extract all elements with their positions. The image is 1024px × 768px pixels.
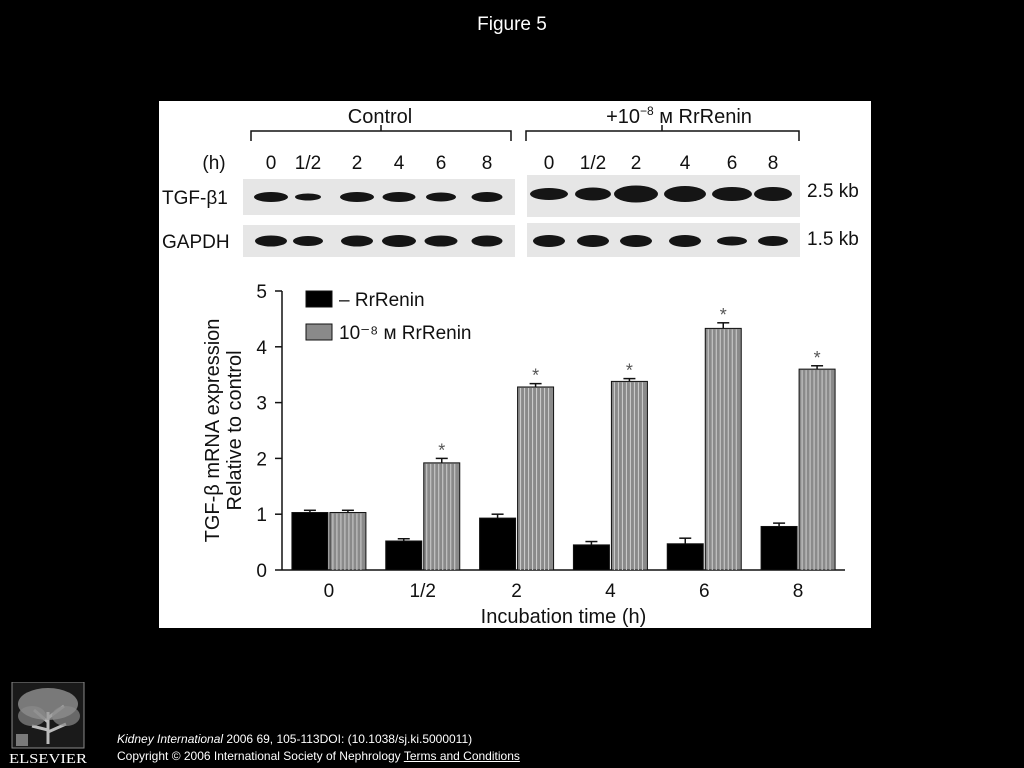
figure-panel bbox=[159, 101, 871, 628]
y-tick-label: 0 bbox=[256, 561, 267, 582]
band-tgf bbox=[254, 192, 288, 202]
y-tick-label: 3 bbox=[256, 393, 267, 415]
band-gapdh bbox=[255, 236, 287, 247]
band-gapdh bbox=[382, 235, 416, 247]
band-tgf bbox=[383, 192, 416, 202]
bar bbox=[386, 541, 422, 570]
band-gapdh bbox=[425, 236, 458, 247]
bar bbox=[573, 545, 609, 570]
row-label-tgf: TGF-β1 bbox=[162, 188, 228, 209]
citation-details: 2006 69, 105-113DOI: (10.1038/sj.ki.5000011) bbox=[223, 732, 473, 746]
x-tick-label: 0 bbox=[323, 581, 335, 602]
lane-label: 2 bbox=[630, 153, 642, 174]
bar bbox=[761, 526, 797, 570]
figure-svg bbox=[159, 101, 871, 628]
terms-link[interactable]: Terms and Conditions bbox=[403, 749, 520, 763]
x-tick-label: 4 bbox=[605, 581, 616, 602]
legend-swatch bbox=[306, 291, 332, 307]
lane-label: 8 bbox=[767, 153, 779, 174]
significance-marker: * bbox=[532, 365, 540, 386]
bracket-renin bbox=[526, 125, 799, 141]
significance-marker: * bbox=[625, 360, 633, 381]
x-axis-label: Incubation time (h) bbox=[480, 606, 647, 628]
x-tick-label: 8 bbox=[792, 581, 804, 602]
y-axis-label-2: Relative to control bbox=[224, 350, 246, 511]
band-tgf bbox=[575, 188, 611, 201]
band-gapdh bbox=[669, 235, 701, 247]
bracket-control bbox=[251, 125, 511, 141]
group-label-renin-exp: −8 bbox=[640, 104, 654, 118]
lane-label: 6 bbox=[726, 153, 738, 174]
band-tgf bbox=[340, 192, 374, 202]
band-tgf bbox=[712, 187, 752, 201]
lane-label: 2 bbox=[351, 153, 363, 174]
lane-label: 6 bbox=[435, 153, 447, 174]
y-tick-label: 1 bbox=[256, 505, 267, 527]
lane-label: 0 bbox=[543, 153, 555, 174]
x-tick-label: 2 bbox=[511, 581, 522, 602]
publisher-name: ELSEVIER bbox=[9, 752, 88, 766]
lane-label: 8 bbox=[481, 153, 493, 174]
band-gapdh bbox=[533, 235, 565, 247]
band-tgf bbox=[664, 186, 706, 202]
lane-label: 1/2 bbox=[579, 153, 607, 174]
band-gapdh bbox=[293, 236, 323, 246]
blot-header bbox=[202, 104, 799, 174]
group-label-renin bbox=[606, 104, 752, 128]
row-label-gapdh: GAPDH bbox=[162, 232, 230, 253]
elsevier-logo bbox=[8, 682, 88, 766]
y-tick-label: 2 bbox=[256, 449, 267, 471]
band-gapdh bbox=[472, 236, 503, 247]
band-gapdh bbox=[758, 236, 788, 246]
significance-marker: * bbox=[719, 304, 727, 325]
x-tick-label: 1/2 bbox=[409, 581, 436, 602]
y-tick-label: 5 bbox=[256, 282, 267, 303]
copyright-line bbox=[117, 748, 520, 765]
copyright-text: Copyright © 2006 International Society of Nephrology bbox=[117, 749, 401, 763]
band-gapdh bbox=[620, 235, 652, 247]
band-tgf bbox=[472, 192, 503, 202]
size-label-gapdh: 1.5 kb bbox=[807, 229, 859, 250]
bar bbox=[667, 544, 703, 570]
citation-line bbox=[117, 731, 520, 748]
lane-labels bbox=[266, 153, 779, 174]
bar bbox=[292, 513, 328, 570]
lane-label: 4 bbox=[679, 153, 691, 174]
y-tick-label: 4 bbox=[256, 337, 267, 359]
lane-label: 0 bbox=[265, 153, 277, 174]
band-tgf bbox=[530, 188, 568, 200]
legend-swatch bbox=[306, 324, 332, 340]
bar-chart bbox=[202, 282, 845, 628]
legend-label: 10⁻⁸ м RrRenin bbox=[339, 323, 472, 344]
legend-label: – RrRenin bbox=[339, 290, 425, 311]
bar bbox=[480, 518, 516, 570]
time-header: (h) bbox=[202, 153, 226, 174]
group-label-renin-base: +10 bbox=[606, 106, 641, 128]
size-label-tgf: 2.5 kb bbox=[807, 181, 859, 202]
x-tick-label: 6 bbox=[698, 581, 710, 602]
significance-marker: * bbox=[813, 347, 821, 368]
lane-label: 1/2 bbox=[294, 153, 322, 174]
lane-label: 4 bbox=[393, 153, 405, 174]
band-gapdh bbox=[341, 236, 373, 247]
significance-marker: * bbox=[438, 440, 446, 461]
figure-title: Figure 5 bbox=[477, 14, 547, 35]
band-tgf bbox=[614, 186, 658, 203]
band-gapdh bbox=[577, 235, 609, 247]
group-label-control: Control bbox=[347, 106, 413, 128]
band-tgf bbox=[426, 193, 456, 202]
group-label-renin-rest: м RrRenin bbox=[653, 106, 752, 128]
y-axis-label: TGF-β mRNA expression bbox=[202, 318, 224, 543]
footer-citation bbox=[117, 731, 520, 765]
band-tgf bbox=[295, 194, 321, 201]
journal-name: Kidney International bbox=[117, 732, 224, 746]
band-gapdh bbox=[717, 237, 747, 246]
band-tgf bbox=[754, 187, 792, 201]
